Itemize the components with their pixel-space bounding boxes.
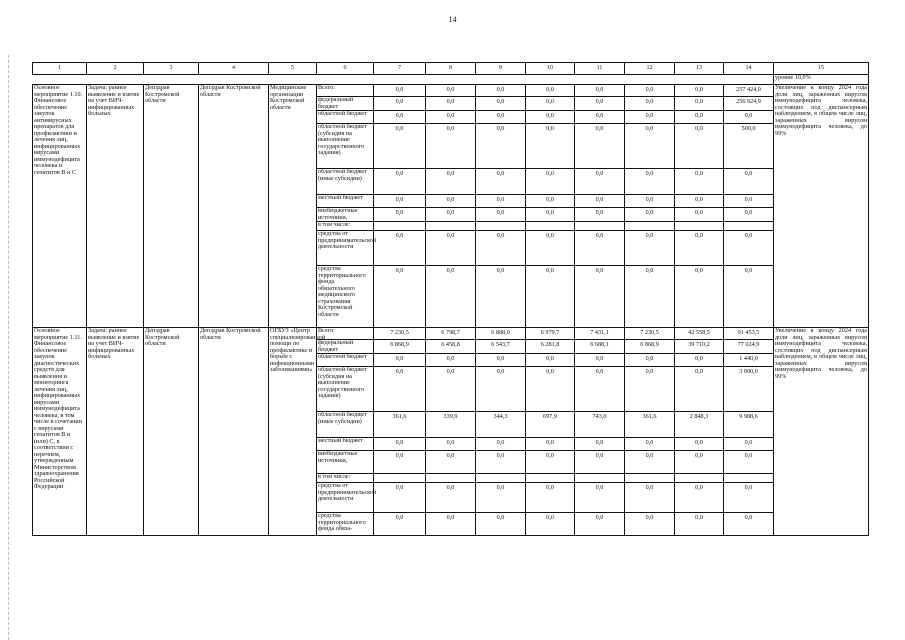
value-cell: 42 558,5 [675,328,724,340]
value-cell: 6 868,9 [374,340,426,354]
col-header-1: 1 [33,63,87,75]
value-cell: 0,0 [625,124,675,169]
value-cell [724,474,774,483]
funding-source: областной бюджет (субсидия на выполнение государственного задания) [317,124,374,169]
table-row [33,328,869,340]
funding-source: областной бюджет (иные субсидии) [317,412,374,438]
value-cell: 0,0 [476,513,526,536]
value-cell: 39 710,2 [675,340,724,354]
value-cell: 0,0 [625,513,675,536]
value-cell: 0,0 [526,513,575,536]
value-cell: 0,0 [426,97,476,111]
value-cell: 0,0 [526,111,575,124]
value-cell: 0,0 [675,354,724,367]
col-header-5: 5 [269,63,317,75]
value-cell: 0,0 [374,438,426,451]
value-cell: 0,0 [575,513,625,536]
value-cell: 0,0 [476,208,526,222]
block-2-col-5: ОГБУЗ «Центр специализированной помощи по профилактике и борьбе с инфекционными заболеваниями» [269,328,317,536]
value-cell: 0,0 [526,266,575,328]
value-cell: 0,0 [374,97,426,111]
value-cell [526,222,575,231]
value-cell: 0,0 [675,208,724,222]
value-cell: 0,0 [526,231,575,266]
value-cell: 9 988,6 [724,412,774,438]
block-2-expected-result: Увеличение к концу 2024 года доли лиц, зараженных вирусом иммунодефицита человека, состоящих под диспансерным наблюдением, в общем числе лиц, зараженных вирусом иммунодефицита человека, до 99% [774,328,869,536]
funding-source: областной бюджет [317,354,374,367]
value-cell: 0,0 [575,231,625,266]
value-cell: 0,0 [374,231,426,266]
budget-table [32,62,869,536]
block-1-col-4: Депздрав Костромской области [199,85,269,328]
value-cell: 0,0 [724,208,774,222]
value-cell: 0,0 [426,266,476,328]
value-cell: 0,0 [526,483,575,513]
value-cell: 0,0 [476,195,526,208]
value-cell: 0,0 [526,85,575,97]
binding-margin-line [8,55,9,640]
value-cell: 0,0 [374,513,426,536]
value-cell: 0,0 [526,195,575,208]
value-cell: 0,0 [526,367,575,412]
block-2-col-1: Основное мероприятие 1.11. Финансовое обеспечение закупок диагностических средств для выявления и мониторинга лечения лиц, инфицированных вирусами иммунодефицита человека, в том числе в сочетании с вирусами гепатитов В и (или) С, в соответствии с перечнем, утвержденным Министерством здравоохранения Российской Федерации [33,328,87,536]
value-cell: 344,3 [476,412,526,438]
value-cell: 0,0 [575,124,625,169]
value-cell: 0,0 [724,483,774,513]
block-2-col-2: Задача: раннее выявление и взятие на учет ВИЧ-инфицированных больных [87,328,144,536]
funding-source: Всего: [317,85,374,97]
block-1-col-1: Основное мероприятие 1.10. Финансовое обеспечение закупок антивирусных препаратов для профилактики и лечения лиц, инфицированных вирусами иммунодефицита человека и гепатитов В и С [33,85,87,328]
funding-source: средства территориального фонда обяза- [317,513,374,536]
value-cell: 0,0 [526,97,575,111]
carryover-row [33,75,869,85]
value-cell: 1 440,0 [724,354,774,367]
value-cell: 0,0 [374,266,426,328]
value-cell: 0,0 [575,111,625,124]
value-cell: 0,0 [675,266,724,328]
value-cell: 3 000,0 [724,367,774,412]
value-cell: 0,0 [476,367,526,412]
funding-source: Всего: [317,328,374,340]
value-cell: 0,0 [374,124,426,169]
table-body [33,63,869,536]
value-cell [426,474,476,483]
value-cell: 0,0 [625,208,675,222]
funding-source: местный бюджет [317,195,374,208]
value-cell: 77 024,9 [724,340,774,354]
value-cell: 0,0 [625,483,675,513]
value-cell: 0,0 [724,266,774,328]
value-cell: 6 888,0 [476,328,526,340]
value-cell [575,474,625,483]
block-1-col-5: Медицинские организации Костромской области [269,85,317,328]
col-header-9: 9 [476,63,526,75]
col-header-8: 8 [426,63,476,75]
value-cell: 7 431,1 [575,328,625,340]
value-cell: 7 230,5 [625,328,675,340]
value-cell [625,474,675,483]
value-cell: 0,0 [426,124,476,169]
value-cell: 0,0 [625,367,675,412]
carryover-note: уровне 10,0% [774,75,869,85]
value-cell: 2 848,3 [675,412,724,438]
funding-source: федеральный бюджет [317,97,374,111]
value-cell [724,222,774,231]
value-cell: 0,0 [724,169,774,195]
funding-source: областной бюджет (иные субсидии) [317,169,374,195]
col-header-12: 12 [625,63,675,75]
value-cell: 743,0 [575,412,625,438]
value-cell: 0,0 [374,483,426,513]
value-cell: 7 230,5 [374,328,426,340]
value-cell: 0,0 [426,231,476,266]
value-cell: 0,0 [526,169,575,195]
value-cell [575,222,625,231]
value-cell: 0,0 [675,438,724,451]
value-cell: 0,0 [526,438,575,451]
value-cell: 0,0 [426,367,476,412]
value-cell: 6 798,7 [426,328,476,340]
value-cell: 0,0 [625,231,675,266]
col-header-6: 6 [317,63,374,75]
block-1-col-3: Депздрав Костромской области [144,85,199,328]
value-cell: 0,0 [426,85,476,97]
block-2-col-3: Депздрав Костромской области [144,328,199,536]
value-cell: 0,0 [374,208,426,222]
col-header-2: 2 [87,63,144,75]
value-cell: 0,0 [476,169,526,195]
col-header-3: 3 [144,63,199,75]
value-cell: 0,0 [476,438,526,451]
value-cell: 339,9 [426,412,476,438]
col-header-14: 14 [724,63,774,75]
value-cell: 6 868,9 [625,340,675,354]
value-cell: 0,0 [625,111,675,124]
value-cell: 0,0 [675,513,724,536]
value-cell: 0,0 [724,438,774,451]
value-cell [476,474,526,483]
funding-source: местный бюджет [317,438,374,451]
col-header-11: 11 [575,63,625,75]
funding-source: внебюджетные источники, [317,208,374,222]
value-cell: 0,0 [724,451,774,474]
value-cell: 0,0 [476,354,526,367]
value-cell: 0,0 [625,195,675,208]
value-cell: 0,0 [575,85,625,97]
funding-source: средства от предпринимательской деятельности [317,231,374,266]
value-cell: 0,0 [675,367,724,412]
value-cell: 0,0 [724,111,774,124]
value-cell: 0,0 [476,451,526,474]
value-cell: 0,0 [374,195,426,208]
value-cell: 0,0 [625,451,675,474]
value-cell: 0,0 [675,231,724,266]
carryover-empty [33,75,774,85]
col-header-7: 7 [374,63,426,75]
value-cell: 0,0 [374,354,426,367]
value-cell: 6 281,8 [526,340,575,354]
value-cell: 0,0 [426,354,476,367]
funding-source: федеральный бюджет [317,340,374,354]
value-cell [675,222,724,231]
value-cell: 0,0 [426,438,476,451]
value-cell: 0,0 [625,266,675,328]
value-cell: 0,0 [625,169,675,195]
value-cell: 0,0 [675,451,724,474]
value-cell: 0,0 [724,231,774,266]
col-header-15: 15 [774,63,869,75]
value-cell: 0,0 [625,85,675,97]
value-cell: 0,0 [575,367,625,412]
funding-source: внебюджетные источники, [317,451,374,474]
value-cell: 0,0 [625,97,675,111]
value-cell: 256 924,9 [724,97,774,111]
value-cell: 0,0 [476,124,526,169]
value-cell: 0,0 [426,208,476,222]
value-cell: 0,0 [675,169,724,195]
value-cell: 0,0 [575,97,625,111]
value-cell: 697,9 [526,412,575,438]
value-cell: 6 543,7 [476,340,526,354]
funding-source: областной бюджет (субсидия на выполнение государственного задания) [317,367,374,412]
value-cell: 0,0 [426,483,476,513]
value-cell: 91 453,5 [724,328,774,340]
value-cell [476,222,526,231]
col-header-13: 13 [675,63,724,75]
value-cell [625,222,675,231]
value-cell: 0,0 [476,97,526,111]
value-cell: 6 458,8 [426,340,476,354]
value-cell: 0,0 [476,231,526,266]
value-cell: 0,0 [426,111,476,124]
value-cell: 0,0 [526,354,575,367]
value-cell: 0,0 [575,451,625,474]
value-cell [426,222,476,231]
value-cell: 0,0 [476,111,526,124]
value-cell: 0,0 [575,354,625,367]
value-cell: 257 424,9 [724,85,774,97]
value-cell: 500,0 [724,124,774,169]
value-cell: 0,0 [374,169,426,195]
funding-source: в том числе: [317,222,374,231]
value-cell [374,474,426,483]
block-2-col-4: Депздрав Костромской области [199,328,269,536]
value-cell [526,474,575,483]
funding-source: средства территориального фонда обязательного медицинского страхования Костромской области [317,266,374,328]
col-header-4: 4 [199,63,269,75]
value-cell: 0,0 [575,266,625,328]
block-1-col-2: Задача: раннее выявление и взятие на учет ВИЧ-инфицированных больных [87,85,144,328]
value-cell: 0,0 [675,85,724,97]
value-cell: 0,0 [625,438,675,451]
value-cell [675,474,724,483]
value-cell: 0,0 [675,111,724,124]
value-cell: 0,0 [675,483,724,513]
page-number: 14 [448,15,457,24]
value-cell: 0,0 [426,169,476,195]
value-cell: 0,0 [476,483,526,513]
funding-source: в том числе: [317,474,374,483]
value-cell: 0,0 [675,195,724,208]
value-cell: 0,0 [374,367,426,412]
value-cell: 0,0 [374,85,426,97]
value-cell: 0,0 [476,85,526,97]
funding-source: областной бюджет [317,111,374,124]
value-cell: 0,0 [675,124,724,169]
value-cell: 0,0 [526,451,575,474]
table-row [33,85,869,97]
value-cell: 361,6 [625,412,675,438]
value-cell: 0,0 [476,266,526,328]
value-cell: 0,0 [625,354,675,367]
value-cell: 0,0 [724,195,774,208]
value-cell: 0,0 [575,438,625,451]
col-header-10: 10 [526,63,575,75]
block-1-expected-result: Увеличение к концу 2024 года доли лиц, зараженных вирусом иммунодефицита человека, состоящих под диспансерным наблюдением, в общем числе лиц, зараженных вирусом иммунодефицита человека, до 99% [774,85,869,328]
value-cell: 6 688,1 [575,340,625,354]
value-cell: 0,0 [426,451,476,474]
value-cell: 6 979,7 [526,328,575,340]
value-cell: 0,0 [374,111,426,124]
value-cell: 0,0 [526,208,575,222]
value-cell: 0,0 [575,169,625,195]
value-cell: 0,0 [575,208,625,222]
value-cell: 0,0 [675,97,724,111]
value-cell: 0,0 [374,451,426,474]
funding-source: средства от предпринимательской деятельности [317,483,374,513]
value-cell: 0,0 [724,513,774,536]
value-cell [374,222,426,231]
value-cell: 0,0 [526,124,575,169]
value-cell: 0,0 [575,483,625,513]
value-cell: 0,0 [575,195,625,208]
header-row [33,63,869,75]
value-cell: 0,0 [426,513,476,536]
value-cell: 0,0 [426,195,476,208]
value-cell: 361,6 [374,412,426,438]
